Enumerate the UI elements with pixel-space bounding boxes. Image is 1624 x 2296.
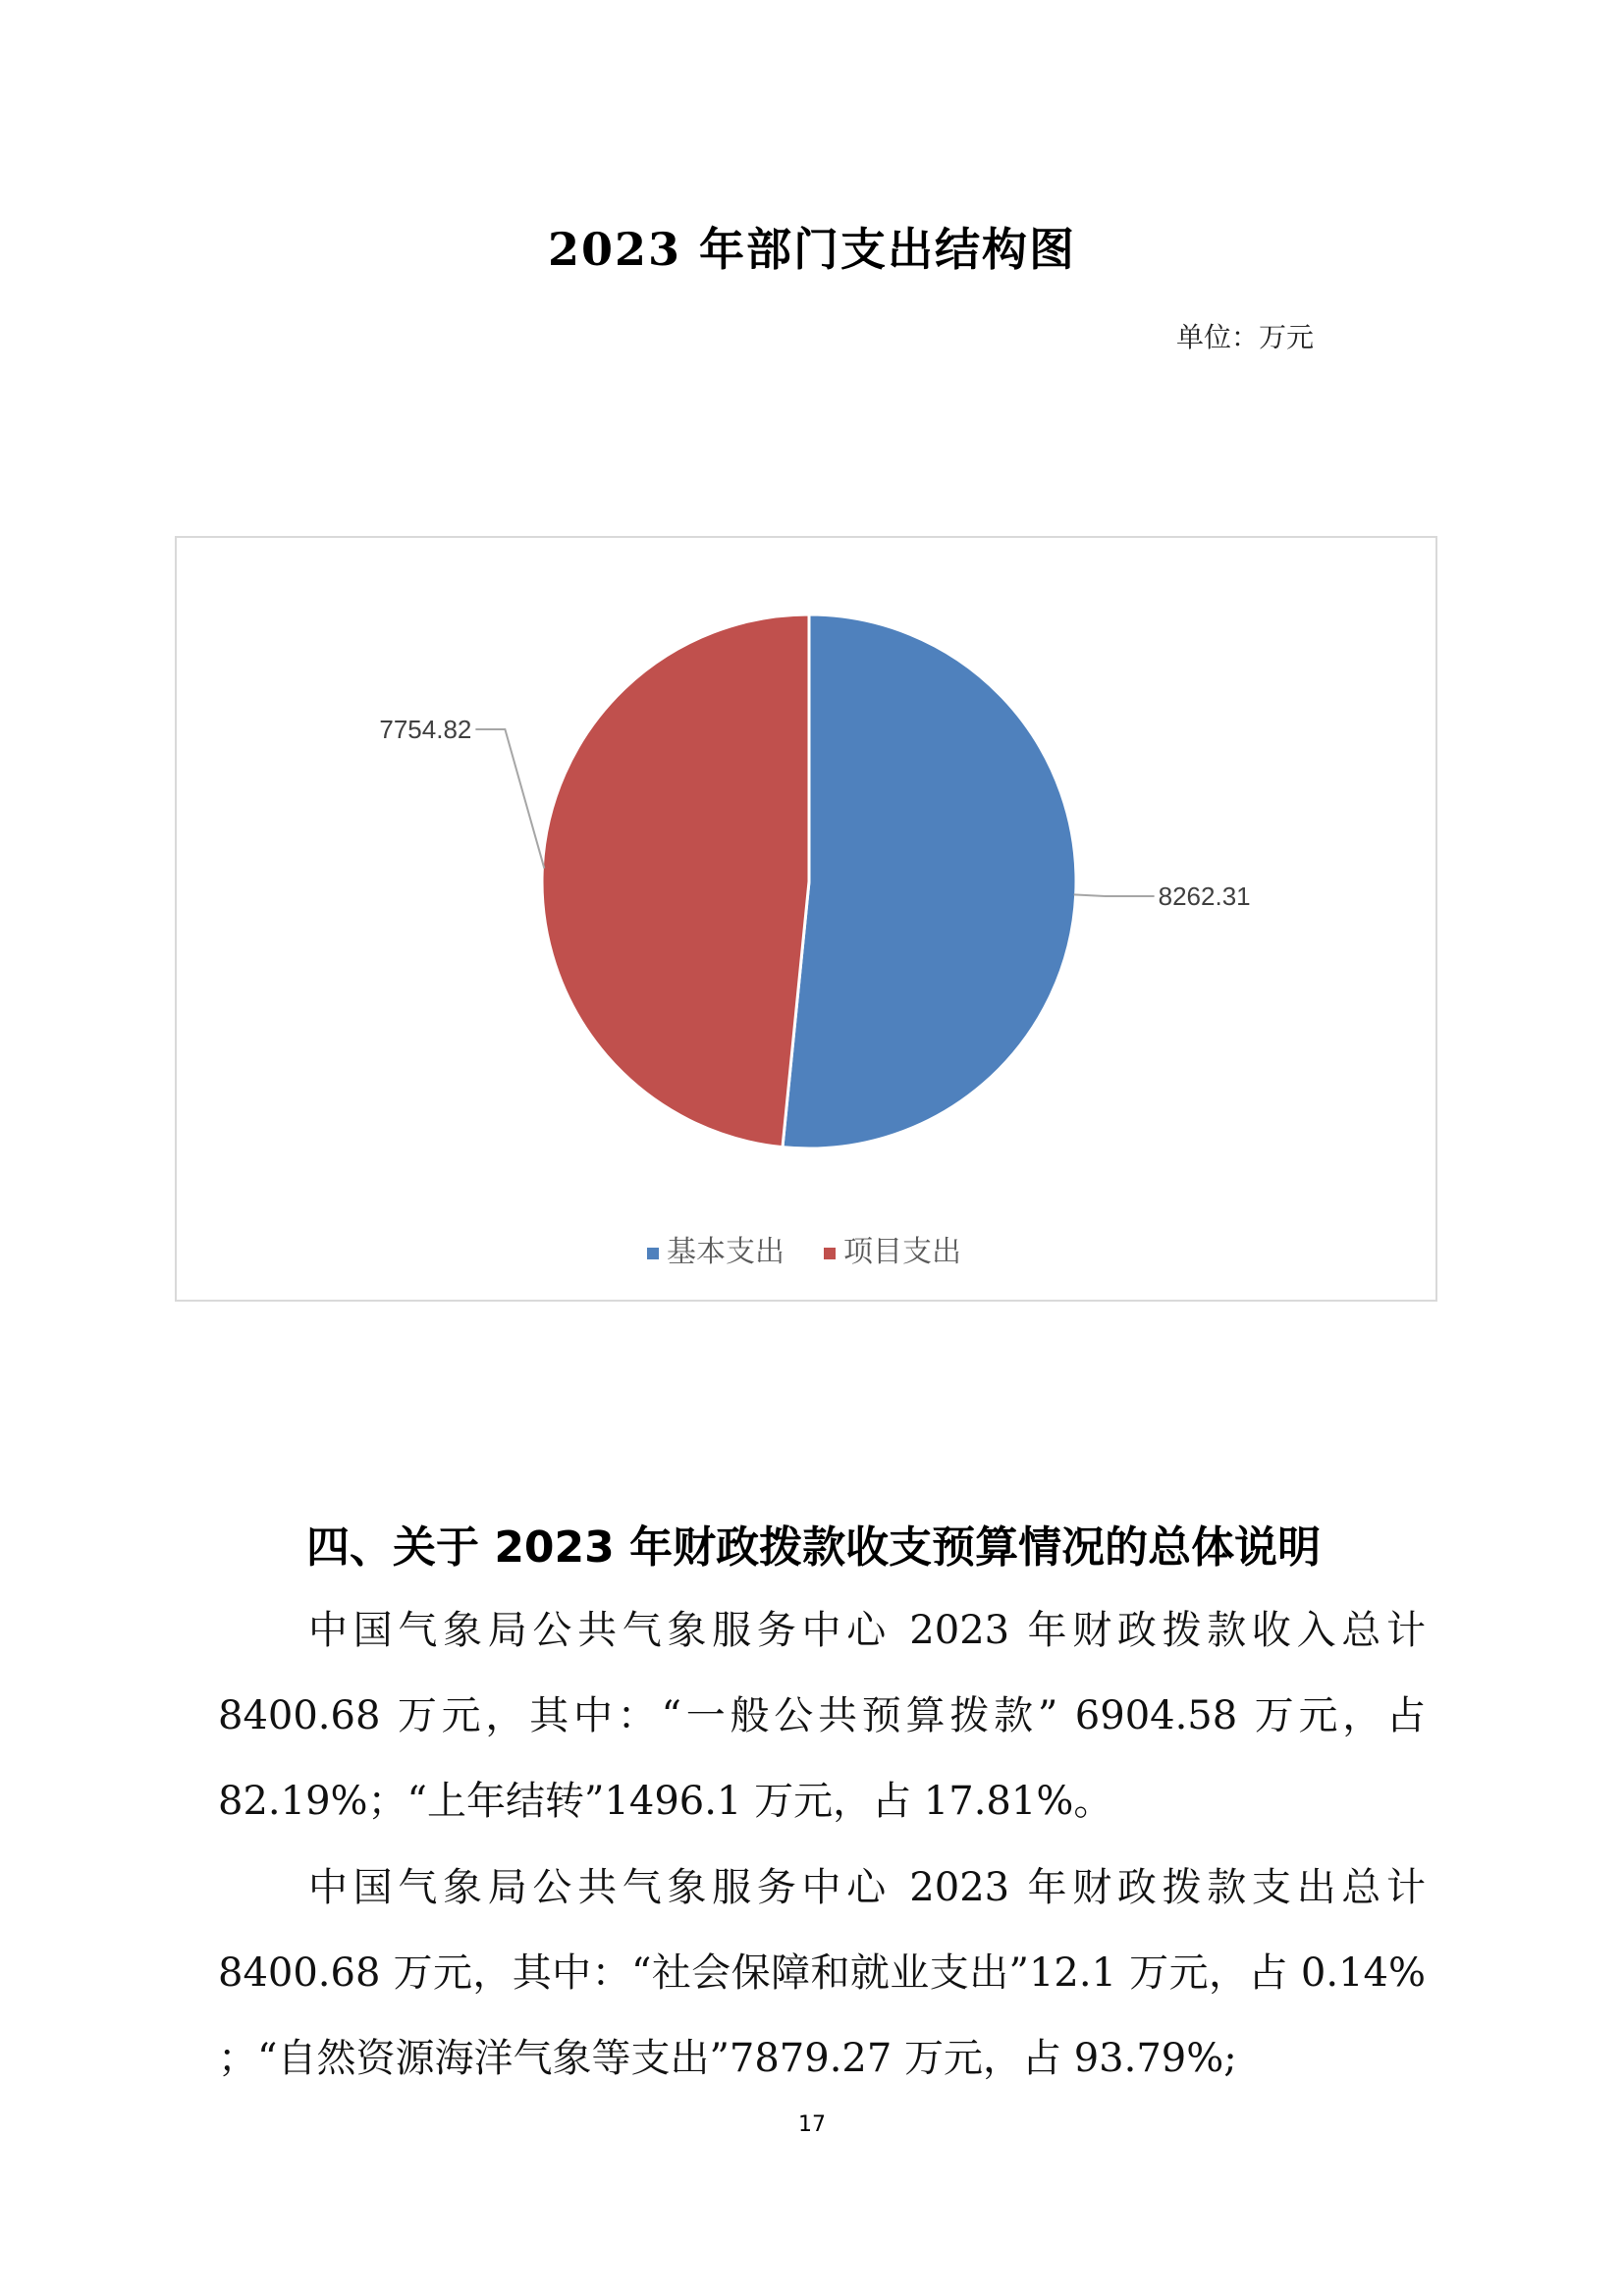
paragraph-income: 中国气象局公共气象服务中心 2023 年财政拨款收入总计 8400.68 万元，其中：“一般公共预算拨款” 6904.58 万元，占 82.19%；“上年结转”1496.1 万元，占 17.81%。 (218, 1608, 1426, 1824)
data-label-project-expenditure: 7754.82 (379, 714, 472, 744)
pie-chart-svg (177, 538, 1435, 1300)
leader-line-project-expenditure (475, 729, 544, 869)
legend-swatch-basic-expenditure (647, 1248, 659, 1259)
data-label-basic-expenditure: 8262.31 (1158, 881, 1251, 912)
leader-line-basic-expenditure (1074, 894, 1155, 896)
unit-label: 单位：万元 (1176, 321, 1315, 353)
chart-title: 2023 年部门支出结构图 (547, 223, 1077, 276)
pie-slice-basic-expenditure (783, 614, 1076, 1148)
pie-slice-project-expenditure (542, 614, 809, 1148)
legend-swatch-project-expenditure (824, 1248, 836, 1259)
page-number: 17 (798, 2112, 826, 2137)
section-heading: 四、关于 2023 年财政拨款收支预算情况的总体说明 (306, 1522, 1322, 1573)
pie-chart (175, 536, 1437, 1302)
paragraph-expenditure: 中国气象局公共气象服务中心 2023 年财政拨款支出总计 8400.68 万元，其中：“社会保障和就业支出”12.1 万元，占 0.14% ；“自然资源海洋气象等支出”7879.27 万元，占 93.79%; (218, 1865, 1426, 2081)
legend-label-project-expenditure: 项目支出 (843, 1235, 961, 1269)
legend-label-basic-expenditure: 基本支出 (667, 1235, 785, 1269)
